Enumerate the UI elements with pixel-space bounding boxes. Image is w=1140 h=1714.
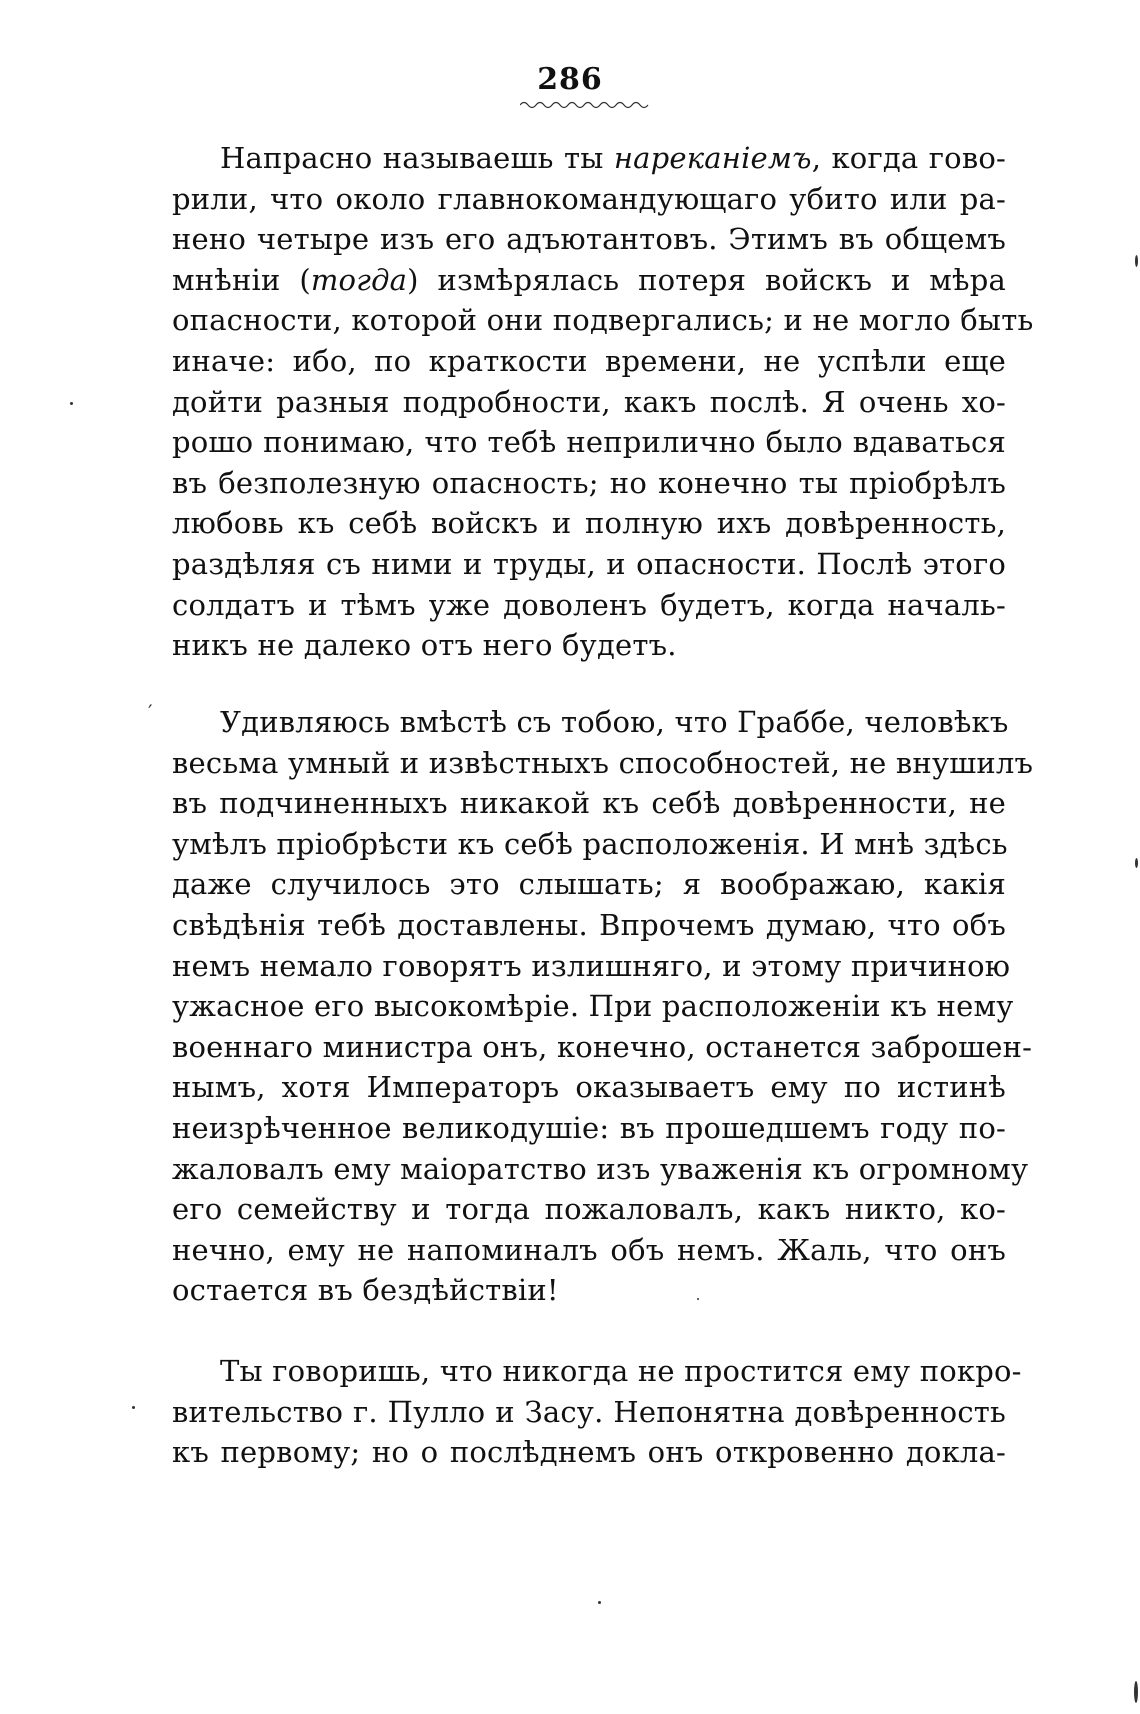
text-line: свѣдѣнія тебѣ доставлены. Впрочемъ думаю, что объ [172, 907, 1006, 942]
text-line: дойти разныя подробности, какъ послѣ. Я очень хо- [172, 384, 1006, 419]
scan-speck [1135, 858, 1138, 868]
text-line: остается въ бездѣйствіи! [172, 1273, 559, 1308]
text-line: раздѣляя съ ними и труды, и опасности. Послѣ этого [172, 546, 1006, 581]
scan-speck [1134, 1681, 1138, 1703]
text-line: мнѣніи (тогда) измѣрялась потеря войскъ и мѣра [172, 262, 1006, 297]
text-line: въ подчиненныхъ никакой къ себѣ довѣренности, не [172, 786, 1006, 821]
paragraph-3 [172, 1351, 1022, 1473]
text-line: въ безполезную опасность; но конечно ты пріобрѣлъ [172, 465, 1006, 500]
text-line: ужасное его высокомѣріе. При расположеніи къ нему [172, 989, 1014, 1024]
text-line: любовь къ себѣ войскъ и полную ихъ довѣренность, [172, 506, 1006, 541]
margin-mark: ′ [148, 700, 153, 724]
text-line: никъ не далеко отъ него будетъ. [172, 628, 677, 663]
text-line: опасности, которой они подвергались; и не могло быть [172, 303, 1034, 338]
text-line: немъ немало говорятъ излишняго, и этому причиною [172, 948, 1011, 983]
text-line: даже случилось это слышать; я воображаю, какія [172, 867, 1006, 902]
text-line: рили, что около главнокомандующаго убито или ра- [172, 181, 1006, 216]
text-line: военнаго министра онъ, конечно, останется заброшен- [172, 1029, 1033, 1064]
scan-speck [132, 1406, 135, 1409]
page-number-ornament [520, 100, 650, 110]
text-line: нено четыре изъ его адъютантовъ. Этимъ въ общемъ [172, 222, 1006, 257]
text-line: къ первому; но о послѣднемъ онъ откровенно докла- [172, 1435, 1006, 1470]
italic-word: тогда [310, 262, 408, 297]
scan-speck [70, 402, 73, 405]
text-line: нечно, ему не напоминалъ объ немъ. Жаль, что онъ [172, 1232, 1006, 1267]
text-line: иначе: ибо, по краткости времени, не успѣли еще [172, 343, 1006, 378]
text-line: нымъ, хотя Императоръ оказываетъ ему по истинѣ [172, 1070, 1006, 1105]
text-line: жаловалъ ему маіоратство изъ уваженія къ огромному [172, 1151, 1029, 1186]
text-line: Удивляюсь вмѣстѣ съ тобою, что Граббе, человѣкъ [220, 705, 1009, 739]
text-line: умѣлъ пріобрѣсти къ себѣ расположенія. И мнѣ здѣсь [172, 826, 1008, 861]
text-line: вительство г. Пулло и Засу. Непонятна довѣренность [172, 1394, 1006, 1429]
italic-word: нареканіемъ [613, 141, 812, 175]
text-line: Напрасно называешь ты нареканіемъ, когда гово- [220, 141, 1007, 175]
page-number: 286 [537, 62, 603, 97]
text-line: неизрѣченное великодушіе: въ прошедшемъ году по- [172, 1110, 1006, 1145]
scan-speck [1135, 255, 1138, 267]
text-line: его семейству и тогда пожаловалъ, какъ никто, ко- [172, 1192, 1006, 1227]
text-line: солдатъ и тѣмъ уже доволенъ будетъ, когда началь- [172, 587, 1006, 622]
scan-speck [697, 1298, 699, 1300]
scan-speck [598, 1601, 601, 1604]
text-line: Ты говоришь, что никогда не простится ему покро- [220, 1354, 1022, 1388]
paragraph-1 [172, 138, 1034, 666]
paragraph-2 [172, 702, 1034, 1311]
text-line: весьма умный и извѣстныхъ способностей, не внушилъ [172, 745, 1034, 780]
text-line: рошо понимаю, что тебѣ неприлично было вдаваться [172, 425, 1006, 460]
